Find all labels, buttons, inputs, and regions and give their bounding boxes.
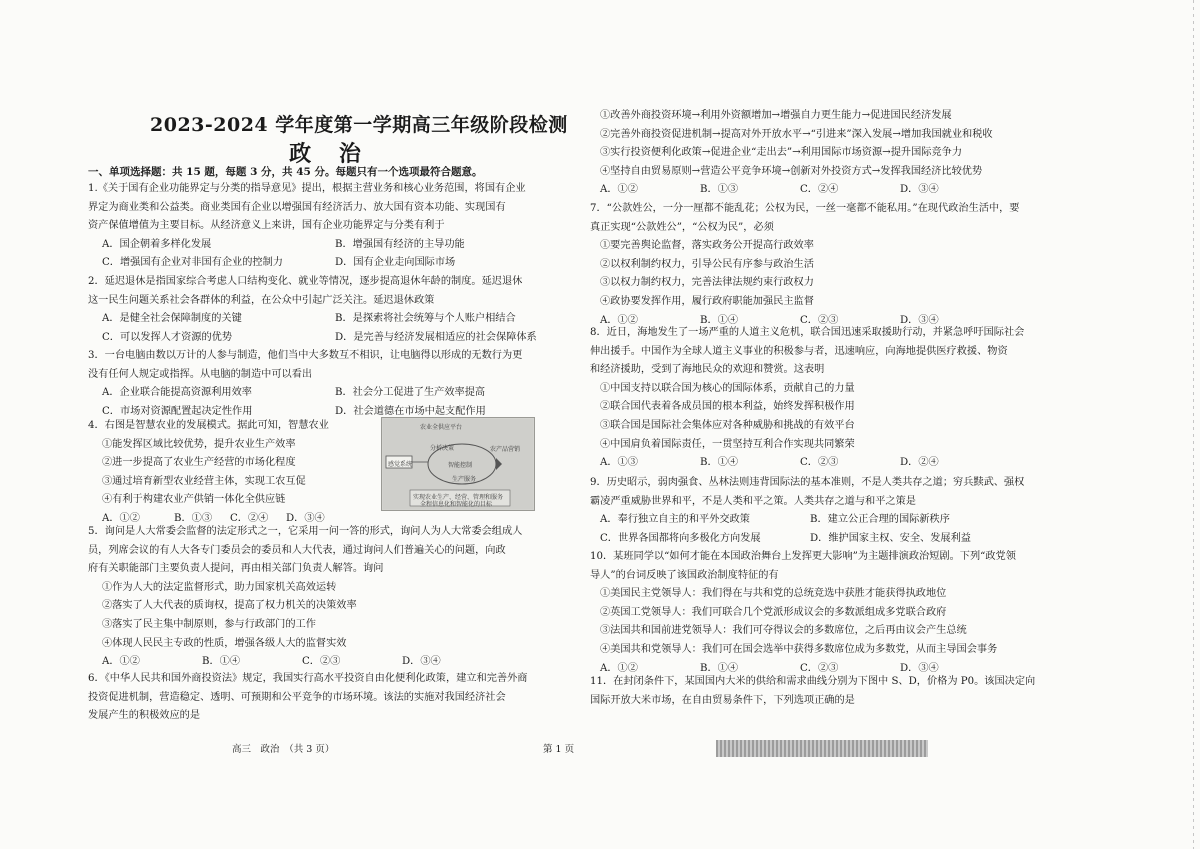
statement-4: ④坚持自由贸易原则→营造公平竞争环境→创新对外投资方式→发挥我国经济比较优势 [600,165,983,177]
barcode-stamp [716,740,928,757]
statement-1: ①改善外商投资环境→利用外资额增加→增强自力更生能力→促进国民经济发展 [600,110,952,121]
question-3 [88,347,568,421]
question-text: 和经济援助，受到了海地民众的欢迎和赞赏。这表明 [590,364,825,376]
option-d: D．②④ [900,457,939,469]
question-2 [88,273,568,347]
statement-3: ③实行投资便利化政策→促进企业“走出去”→利用国际市场资源→提升国际竞争力 [600,147,963,159]
question-9 [590,474,1110,548]
option-d: D．③④ [900,184,939,196]
option-d: D．③④ [900,662,939,674]
figure-label: 感觉系统 [388,461,413,468]
figure-label: 全程信息化和智能化的目标 [420,501,493,508]
question-1 [88,180,568,273]
question-11 [590,673,1110,710]
question-text: 员，列席会议的有人大各专门委员会的委员和人大代表，通过询问人们普遍关心的问题，向政 [88,544,506,556]
option-d: D．③④ [402,656,441,668]
statement-3: ③联合国是国际社会集体应对各种威胁和挑战的有效平台 [600,419,855,431]
figure-label: 智能控制 [448,462,473,469]
option-a: A．①② [102,656,140,668]
question-8 [590,324,1110,473]
question-text: 资产保值增值为主要目标。从经济意义上来讲，国有企业功能界定与分类有利于 [88,220,445,232]
statement-1: ①美国民主党领导人：我们得在与共和党的总统竞选中获胜才能获得执政地位 [600,588,947,600]
statement-4: ④中国肩负着国际责任，一贯坚持互利合作实现共同繁荣 [600,438,855,450]
statement-3: ③以权力制约权力，完善法律法规约束行政权力 [600,277,814,289]
question-text: 11．在封闭条件下，某国国内大米的供给和需求曲线分别为下图中 S、D，价格为 P0。该国决定向 [590,676,1036,687]
statement-3: ③通过培育新型农业经营主体，实现工农互促 [102,475,306,487]
question-text: 这一民生问题关系社会各群体的利益，在公众中引起广泛关注。延迟退休政策 [88,294,435,306]
option-a: A．①② [102,512,140,524]
question-text: 1.《关于国有企业功能界定与分类的指导意见》提出，根据主营业务和核心业务范围，将国有企业 [88,183,526,194]
statement-3: ③落实了民主集中制原则，参与行政部门的工作 [102,618,316,630]
option-d: D．③④ [900,314,939,326]
question-text: 6．《中华人民共和国外商投资法》规定，我国实行高水平投资自由化便利化政策，建立和完善外商 [88,673,528,684]
option-c: C．②④ [800,184,839,196]
footer-page-number: 第 1 页 [543,744,575,755]
option-d: D．社会道德在市场中起支配作用 [335,405,486,417]
option-c: C．世界各国都将向多极化方向发展 [600,532,761,544]
statement-2: ②落实了人大代表的质询权，提高了权力机关的决策效率 [102,600,357,612]
question-text: 10．某班同学以“如何才能在本国政治舞台上发挥更大影响”为主题排演政治短剧。下列“政党领 [590,551,1016,562]
option-b: B．社会分工促进了生产效率提高 [335,387,486,399]
section-heading: 一、单项选择题：共 15 题，每题 3 分，共 45 分。每题只有一个选项最符合题意。 [88,166,483,178]
option-a: A．①③ [600,457,638,469]
option-a: A．是健全社会保障制度的关键 [102,313,242,325]
statement-1: ①作为人大的法定监督形式，助力国家机关高效运转 [102,581,337,593]
option-b: B．①④ [700,662,739,674]
option-d: D．③④ [286,512,325,524]
option-a: A．①② [600,662,638,674]
statement-1: ①能发挥区域比较优势，提升农业生产效率 [102,438,296,450]
statement-2: ②进一步提高了农业生产经营的市场化程度 [102,457,296,469]
statement-2: ②以权利制约权力，引导公民有序参与政治生活 [600,258,814,270]
question-6 [88,670,568,726]
question-text: 8．近日，海地发生了一场严重的人道主义危机，联合国迅速采取援助行动，并紧急呼吁国际社会 [590,327,1025,338]
question-5 [88,523,568,672]
question-text: 霸凌严重威胁世界和平，不是人类和平之策。人类共存之道与和平之策是 [590,495,916,507]
smart-agriculture-figure [381,417,535,511]
option-b: B．建立公正合理的国际新秩序 [810,514,950,526]
statement-2: ②联合国代表着各成员国的根本利益，始终发挥积极作用 [600,401,855,413]
statement-2: ②完善外商投资促进机制→提高对外开放水平→“引进来”深入发展→增加我国就业和税收 [600,128,993,140]
question-text: 3．一台电脑由数以万计的人参与制造，他们当中大多数互不相识，让电脑得以形成的无数行为更 [88,350,523,361]
statement-1: ①中国支持以联合国为核心的国际体系，贡献自己的力量 [600,382,855,394]
statement-2: ②英国工党领导人：我们可联合几个党派形成议会的多数派组成多党联合政府 [600,606,947,618]
statement-4: ④体现人民民主专政的性质，增强各级人大的监督实效 [102,637,347,649]
question-7 [590,200,1110,330]
option-a: A．①② [600,314,638,326]
option-b: B．①③ [700,184,739,196]
option-b: B．①④ [700,314,739,326]
question-text: 导人”的台词反映了该国政治制度特征的有 [590,569,779,581]
option-c: C．②③ [800,662,839,674]
subject-title: 政 治 [289,141,371,167]
option-a: A．国企朝着多样化发展 [102,238,212,250]
option-b: B．增强国有经济的主导功能 [335,238,465,250]
figure-label: 分析决策 [430,445,455,452]
option-a: A．①② [600,184,638,196]
question-text: 4．右图是智慧农业的发展模式。据此可知，智慧农业 [88,420,329,431]
statement-1: ①要完善舆论监督，落实政务公开提高行政效率 [600,240,814,252]
footer-subject: 高三 政治 （共 3 页） [232,744,335,755]
figure-label: 农产品营销 [490,446,521,453]
option-c: C．②③ [800,457,839,469]
option-d: D．国有企业走向国际市场 [335,257,456,269]
figure-label: 农业全供应平台 [420,424,463,431]
option-b: B．①④ [700,457,739,469]
option-c: C．②③ [800,314,839,326]
question-text: 发展产生的积极效应的是 [88,710,201,722]
option-c: C．②④ [230,512,269,524]
scan-edge-divider [1193,0,1194,849]
question-text: 真正实现“公款姓公”，“公权为民”，必须 [590,221,774,233]
question-text: 界定为商业类和公益类。商业类国有企业以增强国有经济活力、放大国有资本功能、实现国有 [88,201,506,213]
question-text: 5．询问是人大常委会监督的法定形式之一，它采用一问一答的形式，询问人为人大常委会组成人 [88,526,523,537]
option-d: D．维护国家主权、安全、发展利益 [810,532,971,544]
option-c: C．可以发挥人才资源的优势 [102,331,233,343]
question-10 [590,548,1110,678]
question-text: 9．历史昭示，弱肉强食、丛林法则违背国际法的基本准则，不是人类共存之道；穷兵黩武、强权 [590,477,1025,488]
page-title: 2023-2024 学年度第一学期高三年级阶段检测 [150,114,568,136]
question-text: 7．“公款姓公，一分一厘都不能乱花；公权为民，一丝一毫都不能私用。”在现代政治生活中，要 [590,203,1020,214]
option-d: D．是完善与经济发展相适应的社会保障体系 [335,331,537,343]
statement-4: ④政协要发挥作用，履行政府职能加强民主监督 [600,295,814,307]
option-a: A．企业联合能提高资源利用效率 [102,387,252,399]
statement-4: ④美国共和党领导人：我们可在国会选举中获得多数席位成为多数党，从而主导国会事务 [600,643,998,655]
option-c: C．②③ [302,656,341,668]
question-text: 伸出援手。中国作为全球人道主义事业的积极参与者，迅速响应，向海地提供医疗救援、物资 [590,345,1008,357]
option-b: B．①④ [202,656,241,668]
question-6-options [590,107,1110,200]
option-b: B．是探索将社会统筹与个人账户相结合 [335,313,516,325]
figure-label: 生产服务 [452,476,477,483]
statement-4: ④有利于构建农业产供销一体化全供应链 [102,494,286,506]
question-text: 府有关职能部门主要负责人提问，再由相关部门负责人解答。询问 [88,563,384,575]
option-a: A．奉行独立自主的和平外交政策 [600,514,750,526]
option-b: B．①③ [174,512,213,524]
option-c: C．增强国有企业对非国有企业的控制力 [102,257,283,269]
question-4 [88,417,378,529]
figure-label: 实现农业生产、经营、管理和服务 [413,494,504,501]
question-text: 没有任何人规定或指挥。从电脑的制造中可以看出 [88,368,313,380]
statement-3: ③法国共和国前进党领导人：我们可夺得议会的多数席位，之后再由议会产生总统 [600,625,967,637]
question-text: 2．延迟退休是指国家综合考虑人口结构变化、就业等情况，逐步提高退休年龄的制度。延迟退休 [88,276,523,287]
question-text: 国际开放大米市场，在自由贸易条件下，下列选项正确的是 [590,694,855,706]
question-text: 投资促进机制，营造稳定、透明、可预期和公平竞争的市场环境。该法的实施对我国经济社会 [88,691,506,703]
option-c: C．市场对资源配置起决定性作用 [102,405,253,417]
